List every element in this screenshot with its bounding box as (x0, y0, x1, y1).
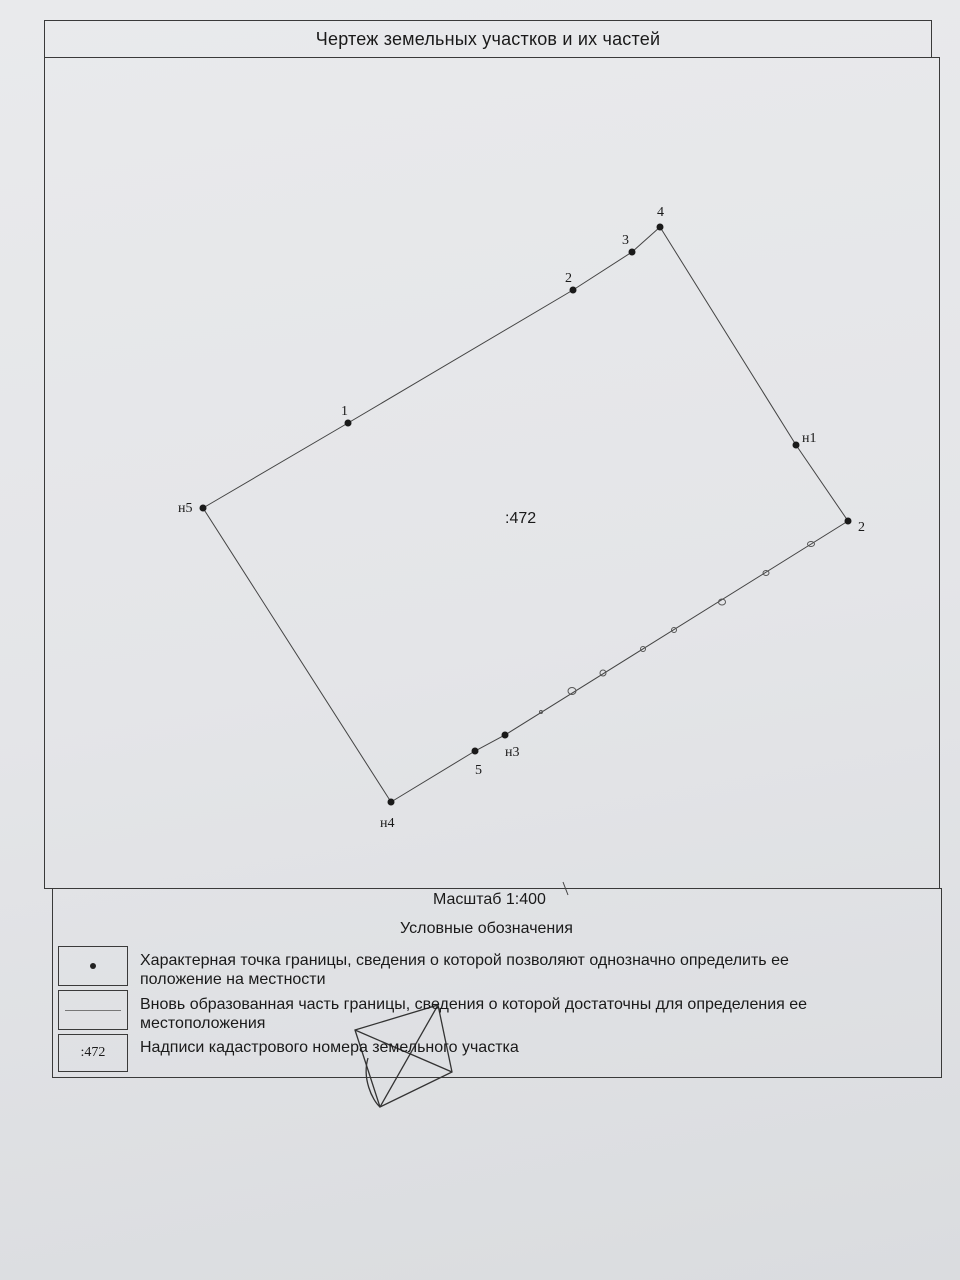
label-2: 2 (565, 271, 572, 286)
point-symbol-icon (90, 963, 96, 969)
legend-text-label-line1: Надписи кадастрового номера земельного участка (140, 1039, 519, 1056)
drawing-title: Чертеж земельных участков и их частей (44, 20, 932, 58)
point-5 (472, 748, 479, 755)
label-n4: н4 (380, 816, 395, 831)
label-3: 3 (622, 233, 629, 248)
point-n5 (200, 505, 207, 512)
point-3 (629, 249, 636, 256)
point-4 (657, 224, 664, 231)
label-4: 4 (657, 205, 664, 220)
legend-title: Условные обозначения (400, 920, 573, 937)
parcel-number-label: :472 (505, 510, 537, 527)
point-n4 (388, 799, 395, 806)
scale-label: Масштаб 1:400 (433, 891, 546, 908)
legend-symbol-line (58, 990, 128, 1030)
line-symbol-icon (65, 1010, 121, 1011)
label-2-right: 2 (858, 520, 865, 535)
legend-text-point-line1: Характерная точка границы, сведения о которой позволяют однозначно определить ее (140, 952, 789, 969)
point-2 (570, 287, 577, 294)
legend-text-point (140, 951, 789, 989)
legend-text-label (140, 1038, 519, 1057)
label-n1: н1 (802, 431, 817, 446)
label-5: 5 (475, 763, 482, 778)
label-n5: н5 (178, 501, 193, 516)
label-symbol: :472 (80, 1045, 106, 1060)
legend-text-line-line1: Вновь образованная часть границы, сведения о которой достаточны для определения ее (140, 996, 808, 1013)
legend-symbol-label (58, 1034, 128, 1072)
point-n3 (502, 732, 509, 739)
label-1: 1 (341, 404, 348, 419)
pencil-tick (563, 882, 568, 895)
point-1 (345, 420, 352, 427)
label-n3: н3 (505, 745, 520, 760)
point-2-right (845, 518, 852, 525)
point-n1 (793, 442, 800, 449)
legend-text-point-line2: положение на местности (140, 971, 326, 988)
legend-text-line-line2: местоположения (140, 1015, 266, 1032)
legend-symbol-point (58, 946, 128, 986)
legend-text-line (140, 995, 807, 1033)
